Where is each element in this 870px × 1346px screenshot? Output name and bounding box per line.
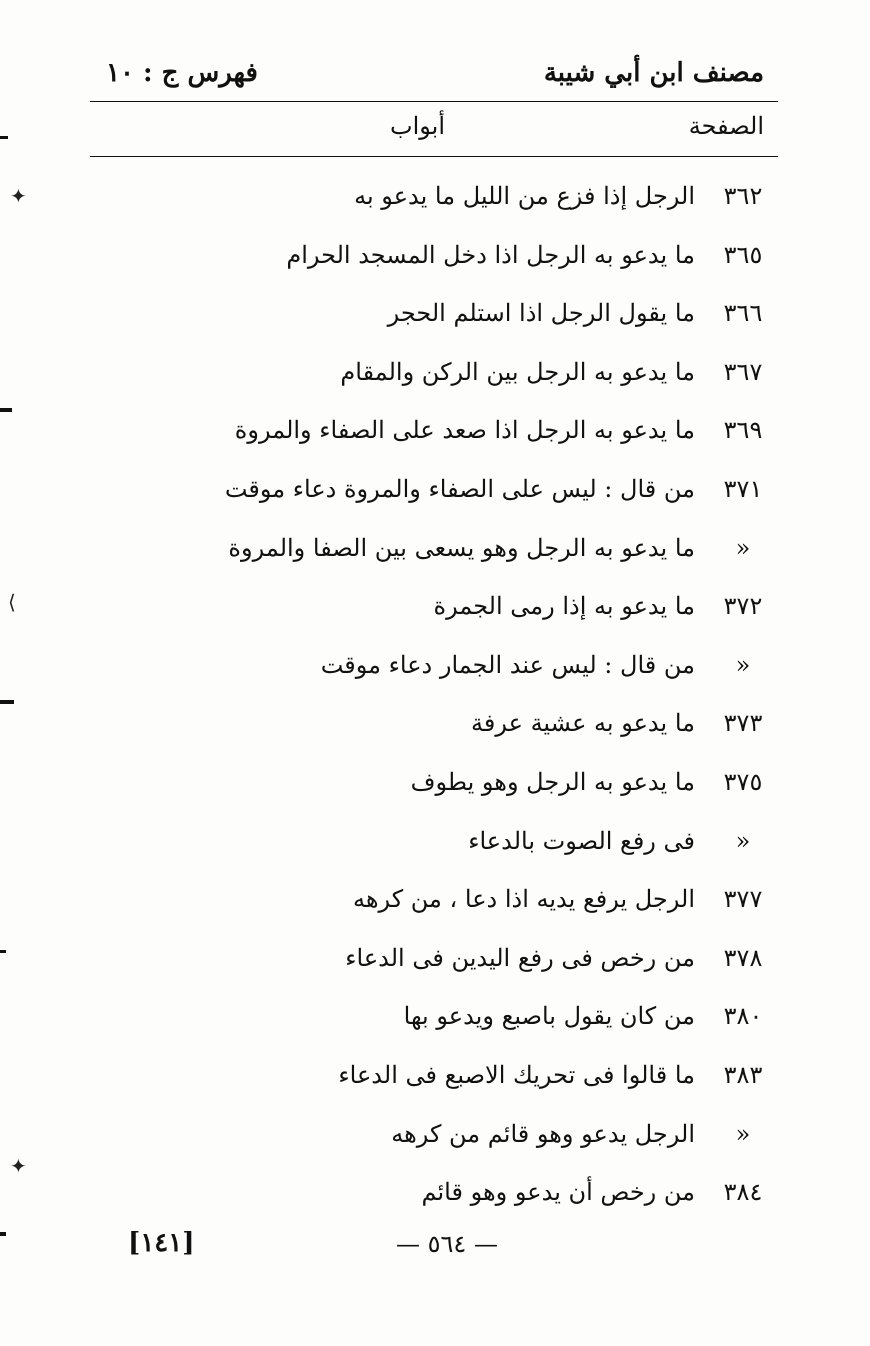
list-item [0,176,870,235]
list-item [0,938,870,997]
list-item [0,352,870,411]
column-header-page: الصفحة [688,112,764,140]
chapter-title: من كان يقول باصبع ويدعو بها [403,1002,695,1031]
list-item [0,996,870,1055]
column-header-chapters: أبواب [390,112,446,140]
list-item [0,586,870,645]
page-number: ٣٧١ [723,474,763,503]
list-item [0,1114,870,1173]
ditto-mark: « [735,533,751,562]
ditto-mark: « [735,826,751,855]
page-number: ٣٧٧ [723,885,763,914]
list-item [0,879,870,938]
scan-speck [0,136,8,139]
scan-speck [0,950,6,953]
list-item [0,645,870,704]
page-number: ٣٨٤ [723,1178,763,1207]
header-rule [90,101,778,102]
list-item [0,1172,870,1231]
page-number-footer: — ٥٦٤ — [396,1230,498,1258]
index-entries [0,176,870,1231]
scan-mark-icon: ⟨ [8,590,16,614]
chapter-title: من رخص فى رفع اليدين فى الدعاء [345,943,695,972]
scan-mark-icon: ✦ [10,1154,27,1178]
chapter-title: الرجل يدعو وهو قائم من كرهه [391,1119,695,1148]
book-title: مصنف ابن أبي شيبة [543,58,764,88]
chapter-title: ما يقول الرجل اذا استلم الحجر [387,299,695,328]
scan-speck [0,408,12,412]
page-number: ٣٧٥ [723,767,763,796]
chapter-title: الرجل إذا فزع من الليل ما يدعو به [354,182,695,210]
list-item [0,821,870,880]
ditto-mark: « [735,650,751,679]
column-rule [90,156,778,157]
list-item [0,293,870,352]
scan-speck [0,1232,6,1236]
chapter-title: ما يدعو به الرجل اذا صعد على الصفاء والمروة [234,416,695,445]
chapter-title: ما يدعو به الرجل بين الركن والمقام [340,357,695,386]
list-item [0,469,870,528]
list-item [0,1055,870,1114]
chapter-title: من قال : ليس عند الجمار دعاء موقت [320,650,695,679]
page-number: ٣٨٠ [723,1002,763,1031]
list-item [0,703,870,762]
scan-mark-icon: ✦ [10,184,27,208]
page-number: ٣٦٥ [723,240,763,269]
chapter-title: ما يدعو به عشية عرفة [471,709,695,738]
ditto-mark: « [735,1119,751,1148]
list-item [0,235,870,294]
list-item [0,528,870,587]
page-number: ٣٧٣ [723,709,763,738]
page-number: ٣٦٧ [723,357,763,386]
chapter-title: من رخص أن يدعو وهو قائم [421,1178,695,1207]
page-number: ٣٦٦ [723,299,763,328]
chapter-title: من قال : ليس على الصفاء والمروة دعاء موقت [224,474,695,503]
chapter-title: ما يدعو به الرجل وهو يطوف [410,767,695,796]
page-number: ٣٨٣ [723,1060,763,1089]
list-item [0,762,870,821]
chapter-title: ما يدعو به الرجل وهو يسعى بين الصفا والمروة [228,533,695,562]
chapter-title: فى رفع الصوت بالدعاء [468,826,695,855]
chapter-title: الرجل يرفع يديه اذا دعا ، من كرهه [352,885,695,914]
page-number: ٣٧٢ [723,592,763,621]
list-item [0,410,870,469]
scan-speck [0,700,14,704]
page-number: ٣٦٩ [723,416,763,445]
volume-mark: [١٤١] [128,1228,195,1258]
page-number: ٣٦٢ [723,182,763,210]
page-number: ٣٧٨ [723,943,763,972]
chapter-title: ما يدعو به إذا رمى الجمرة [433,592,695,621]
chapter-title: ما قالوا فى تحريك الاصبع فى الدعاء [338,1060,695,1089]
index-label: فهرس ج : ١٠ [106,58,258,88]
chapter-title: ما يدعو به الرجل اذا دخل المسجد الحرام [286,240,695,269]
